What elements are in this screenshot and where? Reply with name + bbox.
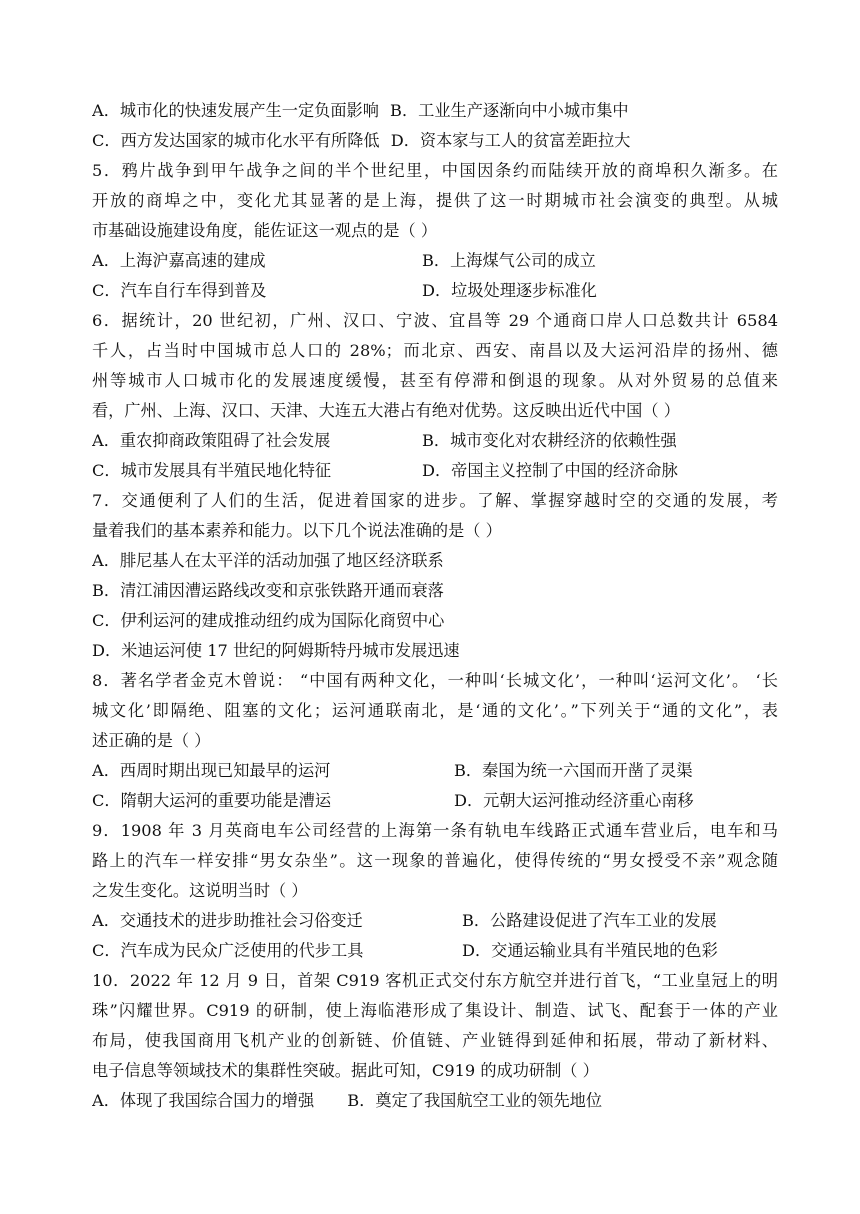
q5-option-a[interactable]: A．上海沪嘉高速的建成 xyxy=(92,251,266,270)
q10-stem-line: 10．2022 年 12 月 9 日，首架 C919 客机正式交付东方航空并进行首飞，“工业皇冠上的明 xyxy=(92,971,778,990)
q7-option-a[interactable]: A．腓尼基人在太平洋的活动加强了地区经济联系 xyxy=(92,551,444,570)
q10-option-b[interactable]: B．奠定了我国航空工业的领先地位 xyxy=(347,1091,603,1110)
q4-options-row-2 xyxy=(92,126,778,156)
q9-stem-line: 路上的汽车一样安排“男女杂坐”。这一现象的普遍化，使得传统的“男女授受不亲”观念随 xyxy=(92,851,778,870)
q10-options-row-1 xyxy=(92,1086,778,1116)
q4-option-a[interactable]: A．城市化的快速发展产生一定负面影响 xyxy=(92,101,379,120)
q10-stem-line: 电子信息等领域技术的集群性突破。据此可知，C919 的成功研制（ ） xyxy=(92,1061,599,1080)
q7-stem-line: 量着我们的基本素养和能力。以下几个说法准确的是（ ） xyxy=(92,521,502,540)
q5-stem-line: 5．鸦片战争到甲午战争之间的半个世纪里，中国因条约而陆续开放的商埠积久渐多。在 xyxy=(92,161,778,180)
q4-options-row-1 xyxy=(92,96,778,126)
q6-options-row-1 xyxy=(92,426,778,456)
q8-option-a[interactable]: A．西周时期出现已知最早的运河 xyxy=(92,761,331,780)
q6-stem-line: 看，广州、上海、汉口、天津、大连五大港占有绝对优势。这反映出近代中国（ ） xyxy=(92,401,680,420)
q4-option-d[interactable]: D．资本家与工人的贫富差距拉大 xyxy=(390,131,631,150)
q9-option-d[interactable]: D．交通运输业具有半殖民地的色彩 xyxy=(462,941,718,960)
q8-option-c[interactable]: C．隋朝大运河的重要功能是漕运 xyxy=(92,791,332,810)
q5-stem-line: 市基础设施建设角度，能佐证这一观点的是（ ） xyxy=(92,221,438,240)
q7-stem-line: 7．交通便利了人们的生活，促进着国家的进步。了解、掌握穿越时空的交通的发展，考 xyxy=(92,491,778,510)
q9-option-b[interactable]: B．公路建设促进了汽车工业的发展 xyxy=(462,911,717,930)
q7-option-c[interactable]: C．伊利运河的建成推动纽约成为国际化商贸中心 xyxy=(92,611,445,630)
q6-stem-line: 州等城市人口城市化的发展速度缓慢，甚至有停滞和倒退的现象。从对外贸易的总值来 xyxy=(92,371,778,390)
q6-option-d[interactable]: D．帝国主义控制了中国的经济命脉 xyxy=(422,461,678,480)
q7-option-d[interactable]: D．米迪运河使 17 世纪的阿姆斯特丹城市发展迅速 xyxy=(92,641,460,660)
q9-option-c[interactable]: C．汽车成为民众广泛使用的代步工具 xyxy=(92,941,364,960)
q9-options-row-2 xyxy=(92,936,778,966)
q6-option-c[interactable]: C．城市发展具有半殖民地化特征 xyxy=(92,461,332,480)
q5-option-d[interactable]: D．垃圾处理逐步标准化 xyxy=(422,281,597,300)
q5-option-c[interactable]: C．汽车自行车得到普及 xyxy=(92,281,267,300)
q6-option-a[interactable]: A．重农抑商政策阻碍了社会发展 xyxy=(92,431,331,450)
q8-option-d[interactable]: D．元朝大运河推动经济重心南移 xyxy=(454,791,694,810)
q8-stem-line: 城文化’即隔绝、阻塞的文化；运河通联南北，是‘通的文化’。”下列关于“通的文化”，表 xyxy=(92,701,778,720)
exam-page xyxy=(92,96,778,1116)
q9-option-a[interactable]: A．交通技术的进步助推社会习俗变迁 xyxy=(92,911,363,930)
q8-stem-line: 述正确的是（ ） xyxy=(92,731,211,750)
q5-option-b[interactable]: B．上海煤气公司的成立 xyxy=(422,251,596,270)
q8-options-row-1 xyxy=(92,756,778,786)
q6-stem-line: 6．据统计，20 世纪初，广州、汉口、宁波、宜昌等 29 个通商口岸人口总数共计 6584 xyxy=(92,311,778,330)
q9-stem-line: 之发生变化。这说明当时（ ） xyxy=(92,881,308,900)
q8-stem-line: 8．著名学者金克木曾说： “中国有两种文化，一种叫‘长城文化’，一种叫‘运河文化’。 ‘长 xyxy=(92,671,778,690)
q5-stem-line: 开放的商埠之中，变化尤其显著的是上海，提供了这一时期城市社会演变的典型。从城 xyxy=(92,191,778,210)
q10-stem-line: 珠”闪耀世界。C919 的研制，使上海临港形成了集设计、制造、试飞、配套于一体的产业 xyxy=(92,1001,778,1020)
q6-stem-line: 千人，占当时中国城市总人口的 28%；而北京、西安、南昌以及大运河沿岸的扬州、德 xyxy=(92,341,778,360)
q5-options-row-2 xyxy=(92,276,778,306)
q8-option-b[interactable]: B．秦国为统一六国而开凿了灵渠 xyxy=(454,761,693,780)
q5-options-row-1 xyxy=(92,246,778,276)
q4-option-b[interactable]: B．工业生产逐渐向中小城市集中 xyxy=(390,101,629,120)
q6-options-row-2 xyxy=(92,456,778,486)
q9-options-row-1 xyxy=(92,906,778,936)
q4-option-c[interactable]: C．西方发达国家的城市化水平有所降低 xyxy=(92,131,380,150)
q7-option-b[interactable]: B．清江浦因漕运路线改变和京张铁路开通而衰落 xyxy=(92,581,444,600)
q6-option-b[interactable]: B．城市变化对农耕经济的依赖性强 xyxy=(422,431,677,450)
q8-options-row-2 xyxy=(92,786,778,816)
q10-option-a[interactable]: A．体现了我国综合国力的增强 xyxy=(92,1091,315,1110)
q10-stem-line: 布局，使我国商用飞机产业的创新链、价值链、产业链得到延伸和拓展，带动了新材料、 xyxy=(92,1031,778,1050)
q9-stem-line: 9．1908 年 3 月英商电车公司经营的上海第一条有轨电车线路正式通车营业后，电车和马 xyxy=(92,821,778,840)
